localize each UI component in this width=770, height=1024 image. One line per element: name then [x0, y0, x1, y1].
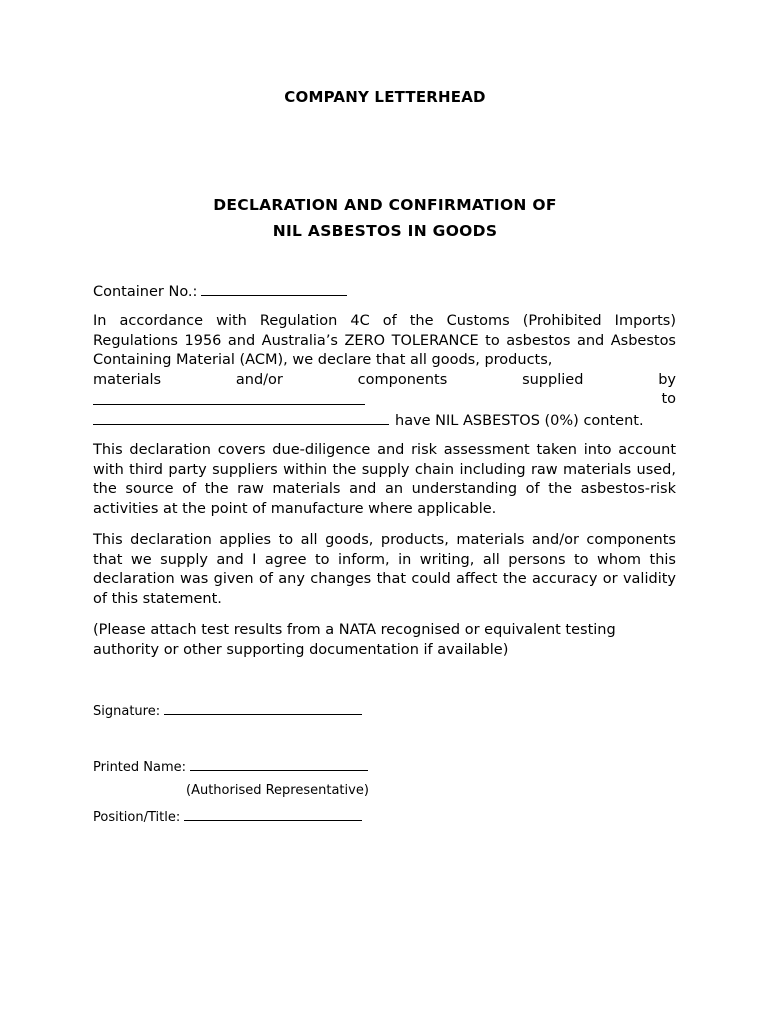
- printed-name-row: [93, 758, 368, 777]
- signature-field[interactable]: [164, 702, 362, 715]
- document-title: [0, 192, 770, 244]
- attachment-note-paragraph: (Please attach test results from a NATA recognised or equivalent testing authority or other supporting documentation if available): [93, 622, 616, 658]
- container-no-row: [93, 281, 676, 303]
- word-components: components: [357, 371, 448, 388]
- document-title-line-2: NIL ASBESTOS IN GOODS: [272, 222, 498, 240]
- printed-name-field[interactable]: [190, 758, 368, 771]
- word-and-or: and/or: [235, 371, 283, 388]
- letterhead-heading: COMPANY LETTERHEAD: [284, 88, 486, 106]
- applies-paragraph: This declaration applies to all goods, products, materials and/or components that we supply and I agree to inform, in writing, all persons to whom this declaration was given of any changes that could affect the accuracy or validity of this statement.: [93, 532, 676, 607]
- printed-name-label: Printed Name:: [93, 760, 187, 775]
- due-diligence-paragraph: This declaration covers due-diligence and risk assessment taken into account with third party suppliers within the supply chain including raw materials used, the source of the raw materials and an understanding of the asbestos-risk activities at the point of manufacture where applicable.: [93, 442, 676, 517]
- document-title-line-1: DECLARATION AND CONFIRMATION OF: [213, 196, 557, 214]
- authorised-representative-note: (Authorised Representative): [186, 783, 369, 798]
- declaration-paragraph-text: In accordance with Regulation 4C of the Customs (Prohibited Imports) Regulations 1956 and Australia’s ZERO TOLERANCE to asbestos and Asbestos Containing Material (ACM), we declare that all goods, products,: [93, 313, 676, 368]
- word-by: by: [658, 371, 676, 388]
- supplier-line: [93, 390, 676, 410]
- position-title-field[interactable]: [184, 808, 362, 821]
- supplied-by-line: [93, 371, 676, 391]
- signature-row: [93, 702, 362, 721]
- recipient-name-field[interactable]: [93, 410, 389, 425]
- nil-asbestos-statement: have NIL ASBESTOS (0%) content.: [395, 412, 644, 429]
- supplier-name-field[interactable]: [93, 390, 365, 405]
- word-materials: materials: [93, 371, 162, 388]
- recipient-line: [93, 410, 676, 432]
- container-no-field[interactable]: [201, 281, 347, 296]
- position-title-label: Position/Title:: [93, 810, 181, 825]
- container-no-label: Container No.:: [93, 284, 198, 300]
- word-to: to: [661, 391, 676, 407]
- signature-label: Signature:: [93, 704, 161, 719]
- declaration-paragraph: [93, 312, 676, 431]
- word-supplied: supplied: [522, 371, 584, 388]
- position-title-row: [93, 808, 362, 827]
